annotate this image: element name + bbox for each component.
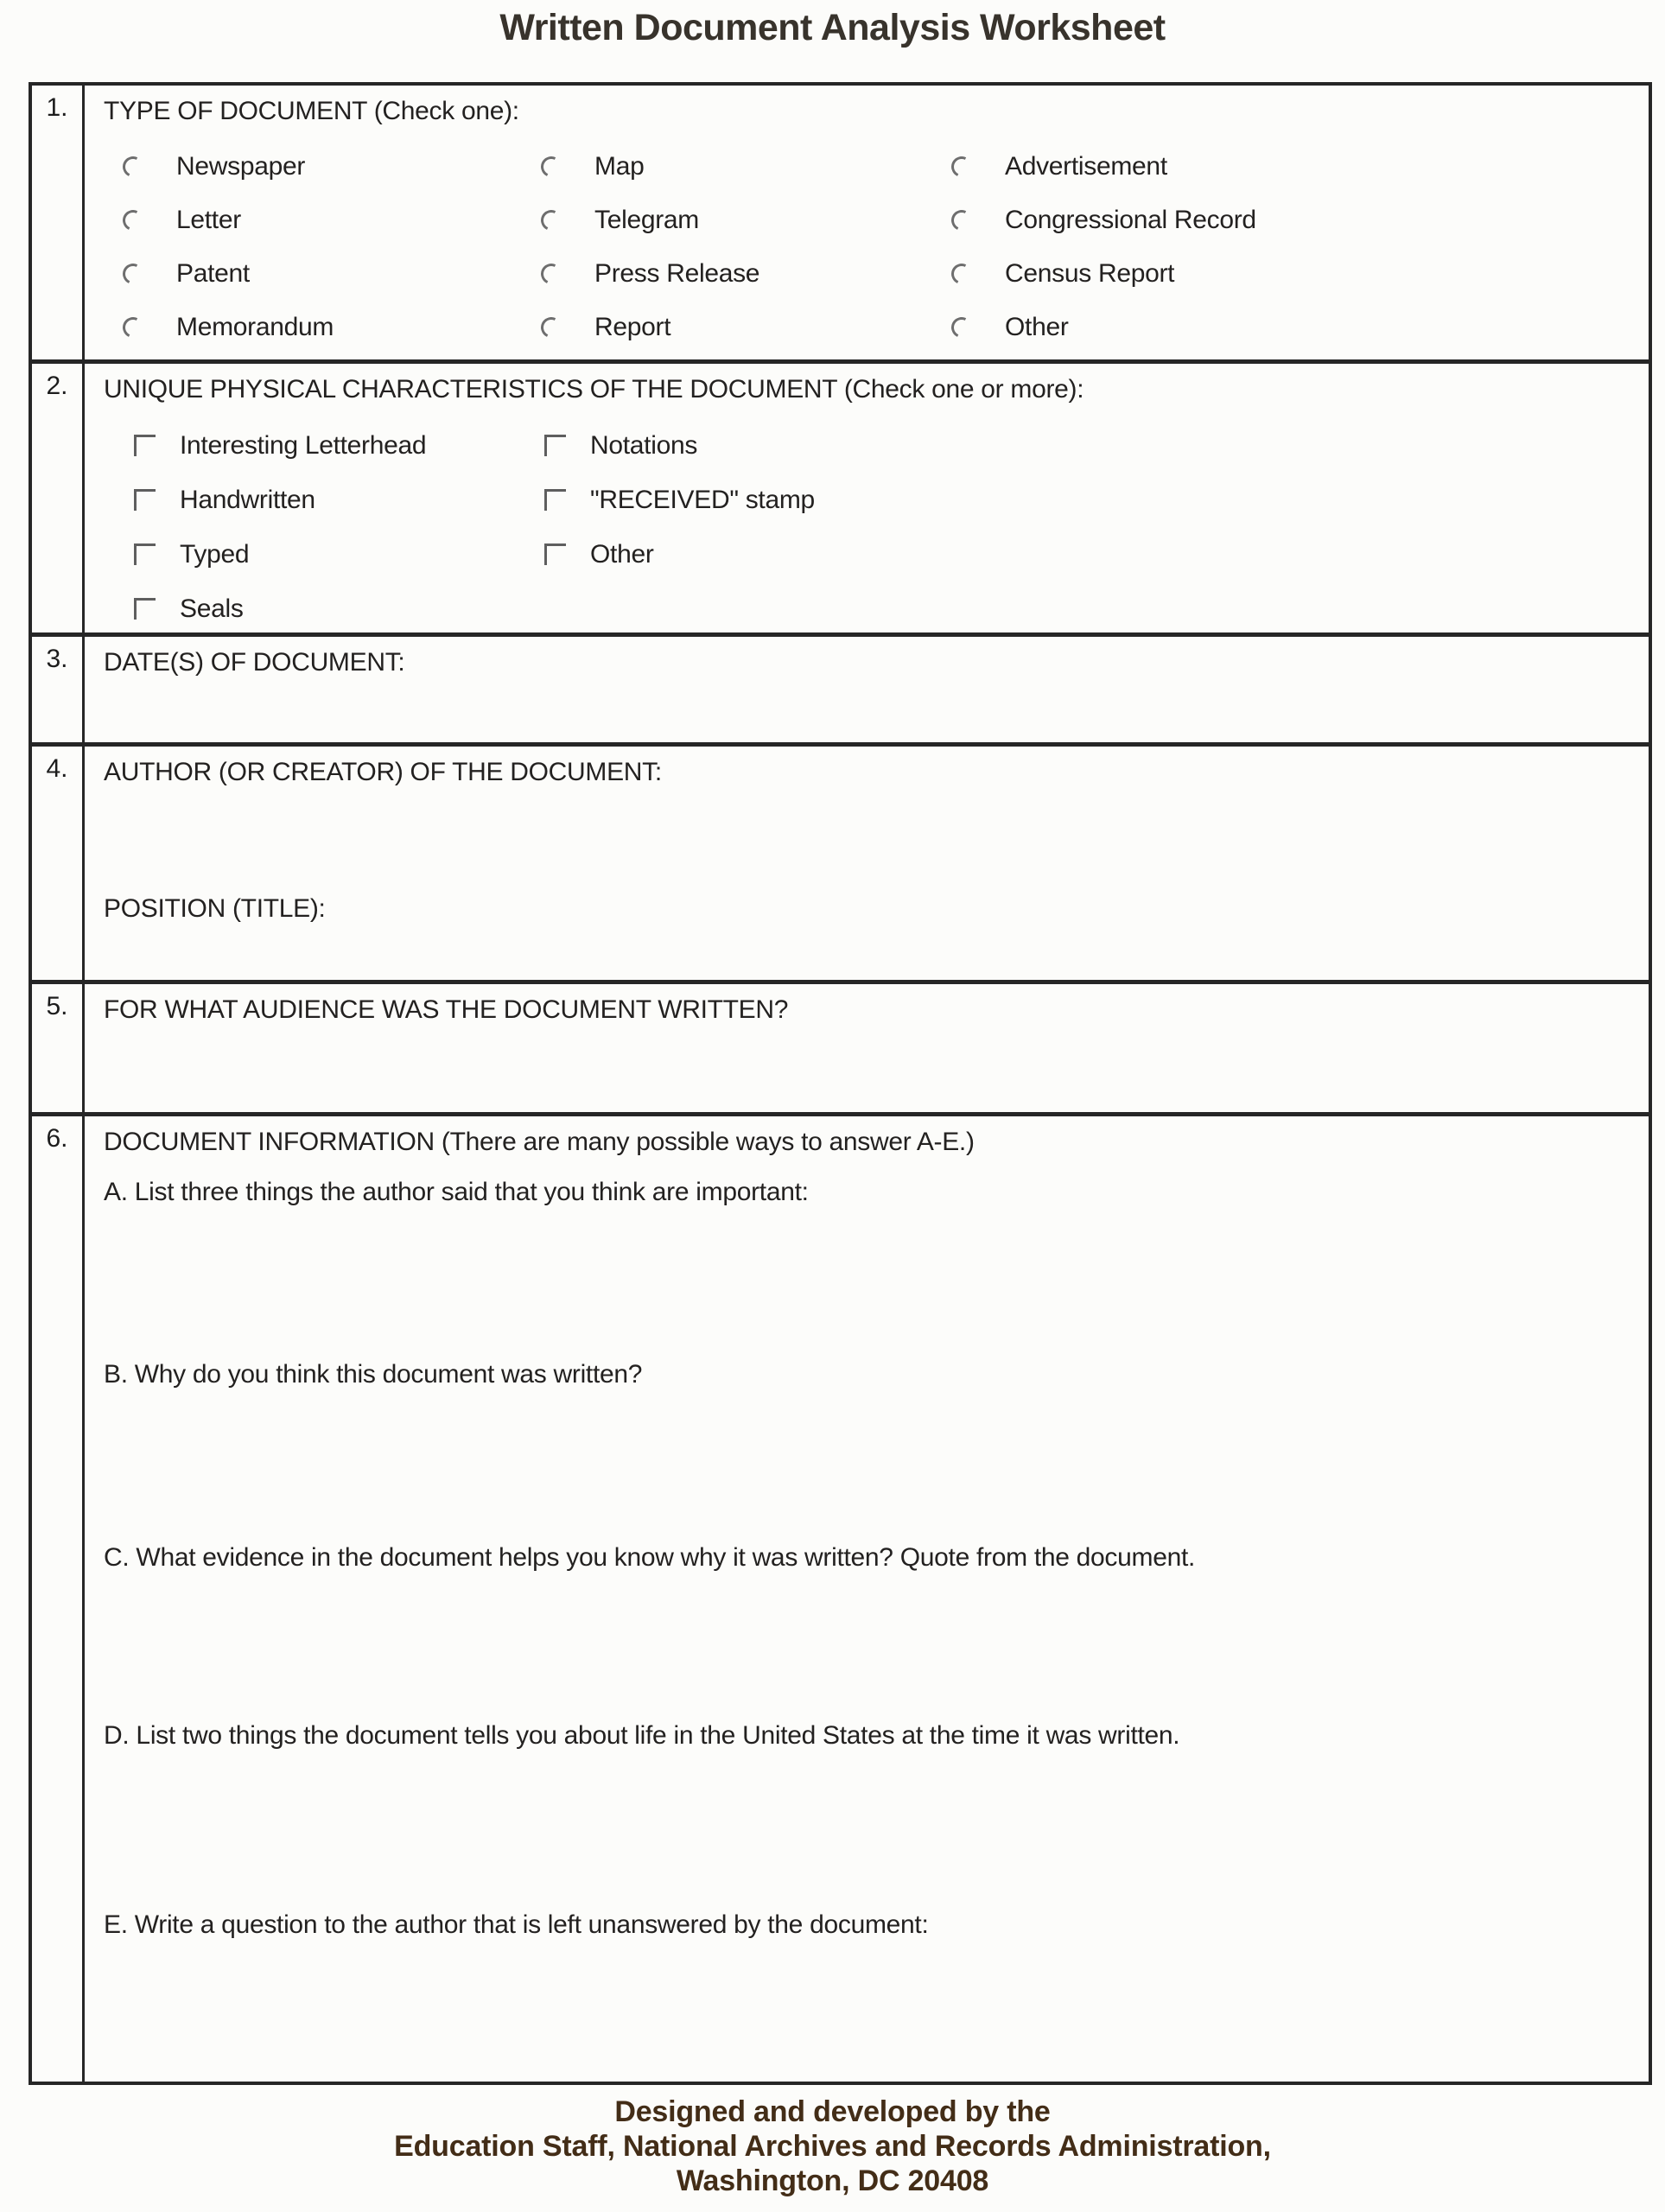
checkbox-icon[interactable] bbox=[134, 435, 156, 456]
option-congressional-record[interactable] bbox=[951, 206, 1631, 235]
option-label: Typed bbox=[180, 539, 250, 569]
option-label: Interesting Letterhead bbox=[180, 430, 427, 460]
option-label: Patent bbox=[176, 259, 250, 288]
radio-icon[interactable] bbox=[538, 207, 565, 234]
radio-icon[interactable] bbox=[120, 207, 147, 234]
radio-icon[interactable] bbox=[120, 261, 147, 288]
option-label: Advertisement bbox=[1005, 152, 1167, 181]
option-press-release[interactable] bbox=[541, 259, 951, 289]
characteristics-options bbox=[104, 418, 1631, 636]
option-census-report[interactable] bbox=[951, 259, 1631, 289]
section-dates bbox=[32, 632, 1649, 742]
option-row bbox=[134, 527, 1631, 582]
checkbox-icon[interactable] bbox=[544, 543, 566, 565]
checkbox-icon[interactable] bbox=[134, 543, 156, 565]
question-a: A. List three things the author said that you think are important: bbox=[104, 1178, 809, 1206]
question-b: B. Why do you think this document was written? bbox=[104, 1360, 643, 1389]
author-answer-area[interactable] bbox=[104, 787, 1631, 804]
section-2-heading: UNIQUE PHYSICAL CHARACTERISTICS OF THE DOCUMENT (Check one or more): bbox=[104, 375, 1084, 404]
section-number-6: 6. bbox=[32, 1116, 85, 2082]
document-type-options bbox=[104, 140, 1631, 354]
option-patent[interactable] bbox=[123, 259, 541, 289]
option-label: Telegram bbox=[594, 206, 699, 234]
option-other-characteristic[interactable] bbox=[544, 540, 1631, 569]
radio-icon[interactable] bbox=[538, 154, 565, 181]
option-newspaper[interactable] bbox=[123, 152, 541, 181]
option-row bbox=[123, 301, 1631, 354]
dates-answer-area[interactable] bbox=[104, 677, 1631, 695]
section-3-heading: DATE(S) OF DOCUMENT: bbox=[104, 648, 405, 677]
option-row bbox=[123, 194, 1631, 247]
radio-icon[interactable] bbox=[120, 315, 147, 341]
section-number-1: 1. bbox=[32, 86, 85, 359]
question-e: E. Write a question to the author that is left unanswered by the document: bbox=[104, 1910, 929, 1939]
section-6-heading: DOCUMENT INFORMATION (There are many possible ways to answer A-E.) bbox=[104, 1128, 975, 1156]
section-type-of-document bbox=[32, 86, 1649, 359]
section-number-4: 4. bbox=[32, 747, 85, 980]
section-number-5: 5. bbox=[32, 984, 85, 1112]
option-letter[interactable] bbox=[123, 206, 541, 235]
option-handwritten[interactable] bbox=[134, 486, 544, 515]
option-received-stamp[interactable] bbox=[544, 486, 1631, 515]
option-label: "RECEIVED" stamp bbox=[590, 485, 815, 514]
audience-answer-area[interactable] bbox=[104, 1025, 1631, 1042]
radio-icon[interactable] bbox=[538, 315, 565, 341]
option-label: Other bbox=[590, 539, 654, 569]
option-other-type[interactable] bbox=[951, 313, 1631, 342]
checkbox-icon[interactable] bbox=[134, 489, 156, 511]
position-answer-area[interactable] bbox=[104, 924, 1631, 941]
radio-icon[interactable] bbox=[949, 261, 975, 288]
section-5-heading: FOR WHAT AUDIENCE WAS THE DOCUMENT WRITTEN? bbox=[104, 995, 789, 1024]
position-title-label: POSITION (TITLE): bbox=[104, 894, 326, 923]
option-label: Handwritten bbox=[180, 485, 315, 514]
option-map[interactable] bbox=[541, 152, 951, 181]
option-row bbox=[134, 473, 1631, 527]
option-report[interactable] bbox=[541, 313, 951, 342]
option-label: Newspaper bbox=[176, 152, 306, 181]
section-physical-characteristics bbox=[32, 359, 1649, 632]
option-notations[interactable] bbox=[544, 431, 1631, 461]
question-c: C. What evidence in the document helps you know why it was written? Quote from the document. bbox=[104, 1543, 1196, 1572]
page-title: Written Document Analysis Worksheet bbox=[499, 7, 1166, 48]
checkbox-icon[interactable] bbox=[134, 598, 156, 620]
option-row bbox=[123, 247, 1631, 301]
option-seals[interactable] bbox=[134, 594, 544, 624]
radio-icon[interactable] bbox=[949, 154, 975, 181]
section-number-3: 3. bbox=[32, 637, 85, 742]
footer bbox=[0, 2094, 1665, 2198]
option-interesting-letterhead[interactable] bbox=[134, 431, 544, 461]
option-row bbox=[134, 418, 1631, 473]
footer-line-3: Washington, DC 20408 bbox=[676, 2164, 989, 2197]
option-label: Seals bbox=[180, 594, 244, 623]
option-label: Memorandum bbox=[176, 313, 334, 341]
footer-line-1: Designed and developed by the bbox=[614, 2095, 1051, 2128]
section-1-heading: TYPE OF DOCUMENT (Check one): bbox=[104, 97, 519, 125]
option-label: Census Report bbox=[1005, 259, 1175, 288]
worksheet-table bbox=[29, 82, 1652, 2085]
radio-icon[interactable] bbox=[538, 261, 565, 288]
option-label: Map bbox=[594, 152, 645, 181]
option-label: Press Release bbox=[594, 259, 760, 288]
option-memorandum[interactable] bbox=[123, 313, 541, 342]
section-author bbox=[32, 742, 1649, 980]
question-d: D. List two things the document tells you about life in the United States at the time it was written. bbox=[104, 1721, 1180, 1750]
option-telegram[interactable] bbox=[541, 206, 951, 235]
option-row bbox=[123, 140, 1631, 194]
footer-line-2: Education Staff, National Archives and Records Administration, bbox=[394, 2130, 1271, 2163]
radio-icon[interactable] bbox=[949, 315, 975, 341]
option-label: Congressional Record bbox=[1005, 206, 1256, 234]
section-audience bbox=[32, 980, 1649, 1112]
option-typed[interactable] bbox=[134, 540, 544, 569]
option-row bbox=[134, 582, 1631, 636]
option-label: Report bbox=[594, 313, 671, 341]
option-advertisement[interactable] bbox=[951, 152, 1631, 181]
option-label: Letter bbox=[176, 206, 241, 234]
option-label: Other bbox=[1005, 313, 1069, 341]
checkbox-icon[interactable] bbox=[544, 435, 566, 456]
checkbox-icon[interactable] bbox=[544, 489, 566, 511]
option-label: Notations bbox=[590, 430, 698, 460]
section-document-information bbox=[32, 1112, 1649, 2082]
radio-icon[interactable] bbox=[120, 154, 147, 181]
radio-icon[interactable] bbox=[949, 207, 975, 234]
section-number-2: 2. bbox=[32, 364, 85, 636]
section-4-heading: AUTHOR (OR CREATOR) OF THE DOCUMENT: bbox=[104, 758, 662, 786]
